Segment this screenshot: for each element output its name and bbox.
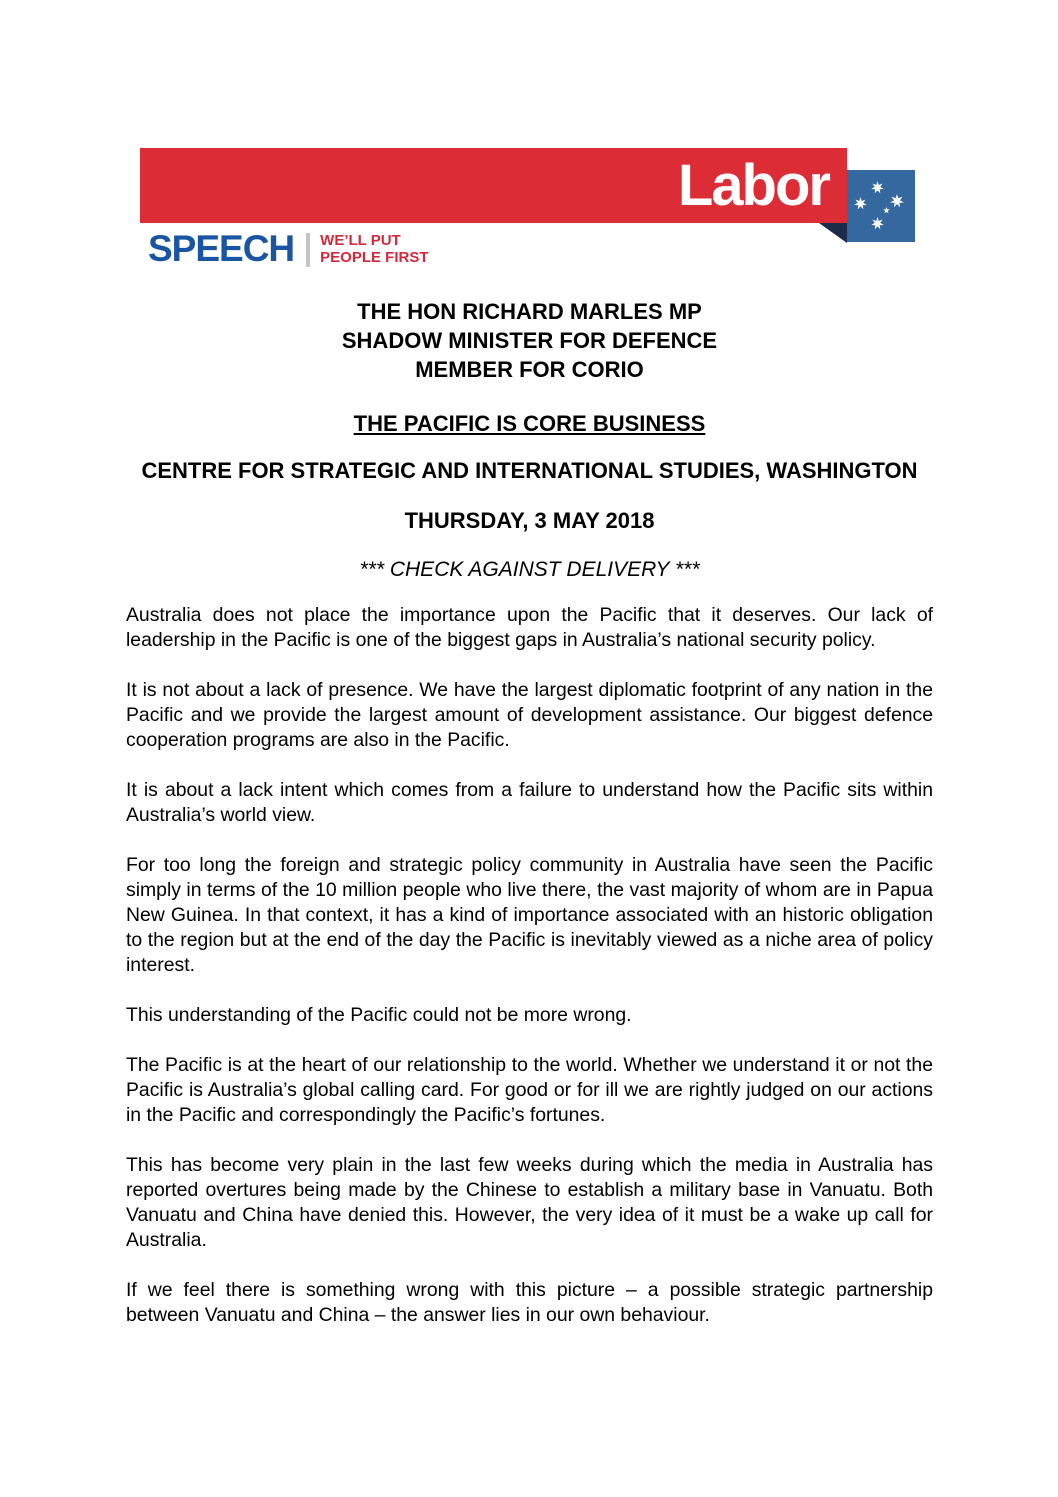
- divider: [306, 233, 310, 267]
- speech-banner: [148, 230, 429, 268]
- star-icon: [871, 181, 884, 194]
- labor-banner: [140, 148, 847, 223]
- speaker-name: THE HON RICHARD MARLES MP: [357, 299, 702, 324]
- tagline: [320, 230, 428, 266]
- check-against-delivery: *** CHECK AGAINST DELIVERY ***: [359, 558, 700, 581]
- tagline-line1: WE’LL PUT: [320, 232, 401, 249]
- speech-paragraph: If we feel there is something wrong with this picture – a possible strategic partnership between Vanuatu and China – the answer lies in our own behaviour.: [126, 1279, 933, 1326]
- labor-wordmark: Labor: [677, 152, 829, 218]
- speech-label: SPEECH: [148, 228, 295, 269]
- star-icon: [854, 197, 867, 210]
- speech-paragraph: It is about a lack intent which comes from a failure to understand how the Pacific sits within Australia’s world view.: [126, 779, 933, 826]
- speaker-role: SHADOW MINISTER FOR DEFENCE: [341, 328, 718, 353]
- ribbon-fold: [819, 223, 847, 243]
- speech-paragraph: This has become very plain in the last few weeks during which the media in Australia has reported overtures being made by the Chinese to establish a military base in Vanuatu. Both Vanuatu and China have denied this. However, the very idea of it must be a wake up call for Australia.: [126, 1154, 933, 1251]
- speech-header: [126, 297, 933, 584]
- speech-paragraph: This understanding of the Pacific could not be more wrong.: [126, 1004, 632, 1026]
- southern-cross-square: [847, 170, 915, 242]
- labor-speech-logo: [140, 148, 920, 272]
- speech-paragraph: It is not about a lack of presence. We have the largest diplomatic footprint of any nation in the Pacific and we provide the largest amount of development assistance. Our biggest defence cooperation programs are also in the Pacific.: [126, 679, 933, 751]
- star-icon: [883, 207, 890, 214]
- speech-body: [126, 603, 933, 1353]
- date: THURSDAY, 3 MAY 2018: [404, 508, 655, 533]
- star-icon: [871, 217, 884, 230]
- speech-paragraph: Australia does not place the importance upon the Pacific that it deserves. Our lack of leadership in the Pacific is one of the biggest gaps in Australia’s national security policy.: [126, 604, 933, 651]
- star-icon: [890, 194, 904, 208]
- speech-paragraph: For too long the foreign and strategic policy community in Australia have seen the Pacific simply in terms of the 10 million people who live there, the vast majority of whom are in Papua New Guinea. In that context, it has a kind of importance associated with an historic obligation to the region but at the end of the day the Pacific is inevitably viewed as a niche area of policy interest.: [126, 854, 933, 976]
- tagline-line2: PEOPLE FIRST: [320, 249, 429, 266]
- speech-title: THE PACIFIC IS CORE BUSINESS: [353, 411, 706, 436]
- speech-paragraph: The Pacific is at the heart of our relationship to the world. Whether we understand it or not the Pacific is Australia’s global calling card. For good or for ill we are rightly judged on our actions in the Pacific and correspondingly the Pacific’s fortunes.: [126, 1054, 933, 1126]
- venue: CENTRE FOR STRATEGIC AND INTERNATIONAL STUDIES, WASHINGTON: [141, 458, 918, 483]
- speaker-electorate: MEMBER FOR CORIO: [415, 357, 644, 382]
